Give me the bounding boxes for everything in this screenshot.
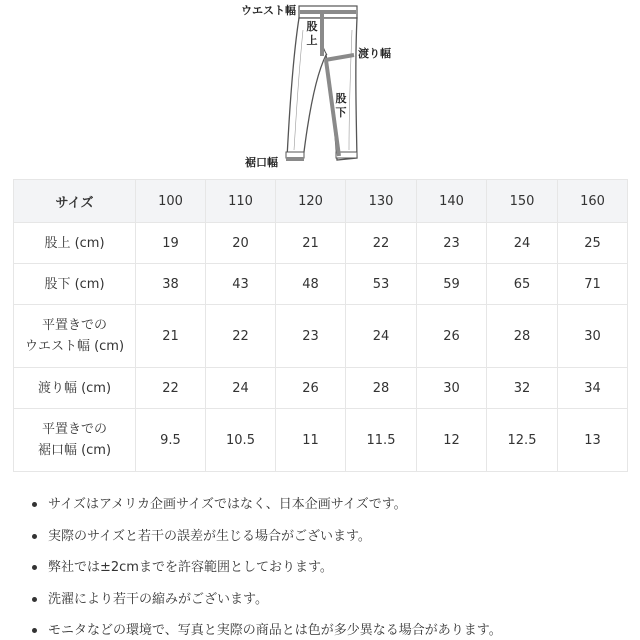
table-cell: 28 xyxy=(487,305,558,368)
list-item xyxy=(30,527,630,559)
bullet-icon xyxy=(32,534,37,539)
row-label xyxy=(14,264,136,305)
table-cell: 71 xyxy=(558,264,628,305)
table-cell: 21 xyxy=(276,223,346,264)
size-header: 140 xyxy=(417,180,487,223)
table-cell: 53 xyxy=(346,264,417,305)
table-cell: 24 xyxy=(346,305,417,368)
table-cell: 22 xyxy=(206,305,276,368)
table-cell: 24 xyxy=(206,368,276,409)
table-cell: 20 xyxy=(206,223,276,264)
table-header-row xyxy=(14,180,628,223)
bullet-icon xyxy=(32,502,37,507)
size-chart-table xyxy=(13,179,628,472)
row-label xyxy=(14,223,136,264)
table-cell: 19 xyxy=(136,223,206,264)
table-cell: 11 xyxy=(276,409,346,472)
row-label-line: ウエスト幅 (cm) xyxy=(24,339,125,354)
bullet-icon xyxy=(32,565,37,570)
table-cell: 65 xyxy=(487,264,558,305)
row-label-line: 渡り幅 (cm) xyxy=(37,380,112,396)
table-cell: 23 xyxy=(417,223,487,264)
bullet-icon xyxy=(32,628,37,633)
row-label-line: 裾口幅 (cm) xyxy=(37,443,112,458)
table-cell: 30 xyxy=(558,305,628,368)
table-row xyxy=(14,409,628,472)
note-text: モニタなどの環境で、写真と実際の商品とは色が多少異なる場合があります。 xyxy=(48,623,502,638)
table-cell: 11.5 xyxy=(346,409,417,472)
table-cell: 21 xyxy=(136,305,206,368)
table-cell: 43 xyxy=(206,264,276,305)
note-text: サイズはアメリカ企画サイズではなく、日本企画サイズです。 xyxy=(48,497,407,512)
row-label-line: 股上 (cm) xyxy=(44,235,105,251)
hem-label: 裾口幅 xyxy=(245,156,278,169)
pants-illustration xyxy=(0,0,640,175)
table-cell: 22 xyxy=(136,368,206,409)
table-cell: 32 xyxy=(487,368,558,409)
row-label-line: 股下 (cm) xyxy=(44,276,105,292)
row-label xyxy=(14,368,136,409)
note-text: 洗濯により若干の縮みがございます。 xyxy=(48,591,268,607)
row-label-line: 平置きでの xyxy=(41,318,107,333)
row-label-line: 平置きでの xyxy=(41,422,107,437)
table-cell: 10.5 xyxy=(206,409,276,472)
table-row xyxy=(14,223,628,264)
list-item xyxy=(30,495,630,527)
size-header: 160 xyxy=(558,180,628,223)
table-cell: 25 xyxy=(558,223,628,264)
table-cell: 9.5 xyxy=(136,409,206,472)
pants-measurement-diagram xyxy=(0,0,640,175)
size-header: 150 xyxy=(487,180,558,223)
size-header: 110 xyxy=(206,180,276,223)
table-cell: 12 xyxy=(417,409,487,472)
size-header: 130 xyxy=(346,180,417,223)
table-cell: 26 xyxy=(276,368,346,409)
table-cell: 48 xyxy=(276,264,346,305)
table-cell: 23 xyxy=(276,305,346,368)
row-label xyxy=(14,305,136,368)
size-header: 100 xyxy=(136,180,206,223)
table-cell: 24 xyxy=(487,223,558,264)
rise-label: 股上 xyxy=(306,20,318,47)
table-cell: 22 xyxy=(346,223,417,264)
bullet-icon xyxy=(32,597,37,602)
table-cell: 30 xyxy=(417,368,487,409)
table-cell: 28 xyxy=(346,368,417,409)
size-header-label: サイズ xyxy=(14,180,136,223)
list-item xyxy=(30,621,630,640)
table-cell: 13 xyxy=(558,409,628,472)
notes-list xyxy=(30,495,630,640)
table-row xyxy=(14,305,628,368)
table-cell: 59 xyxy=(417,264,487,305)
table-row xyxy=(14,368,628,409)
list-item xyxy=(30,590,630,622)
table-cell: 26 xyxy=(417,305,487,368)
thigh-label: 渡り幅 xyxy=(358,47,391,60)
waist-label: ウエスト幅 xyxy=(241,4,296,17)
note-text: 弊社では±2cmまでを許容範囲としております。 xyxy=(48,560,333,575)
row-label xyxy=(14,409,136,472)
note-text: 実際のサイズと若干の誤差が生じる場合がございます。 xyxy=(48,528,371,544)
list-item xyxy=(30,558,630,590)
size-header: 120 xyxy=(276,180,346,223)
table-cell: 34 xyxy=(558,368,628,409)
table-cell: 38 xyxy=(136,264,206,305)
table-cell: 12.5 xyxy=(487,409,558,472)
inseam-label: 股下 xyxy=(335,92,347,119)
table-row xyxy=(14,264,628,305)
